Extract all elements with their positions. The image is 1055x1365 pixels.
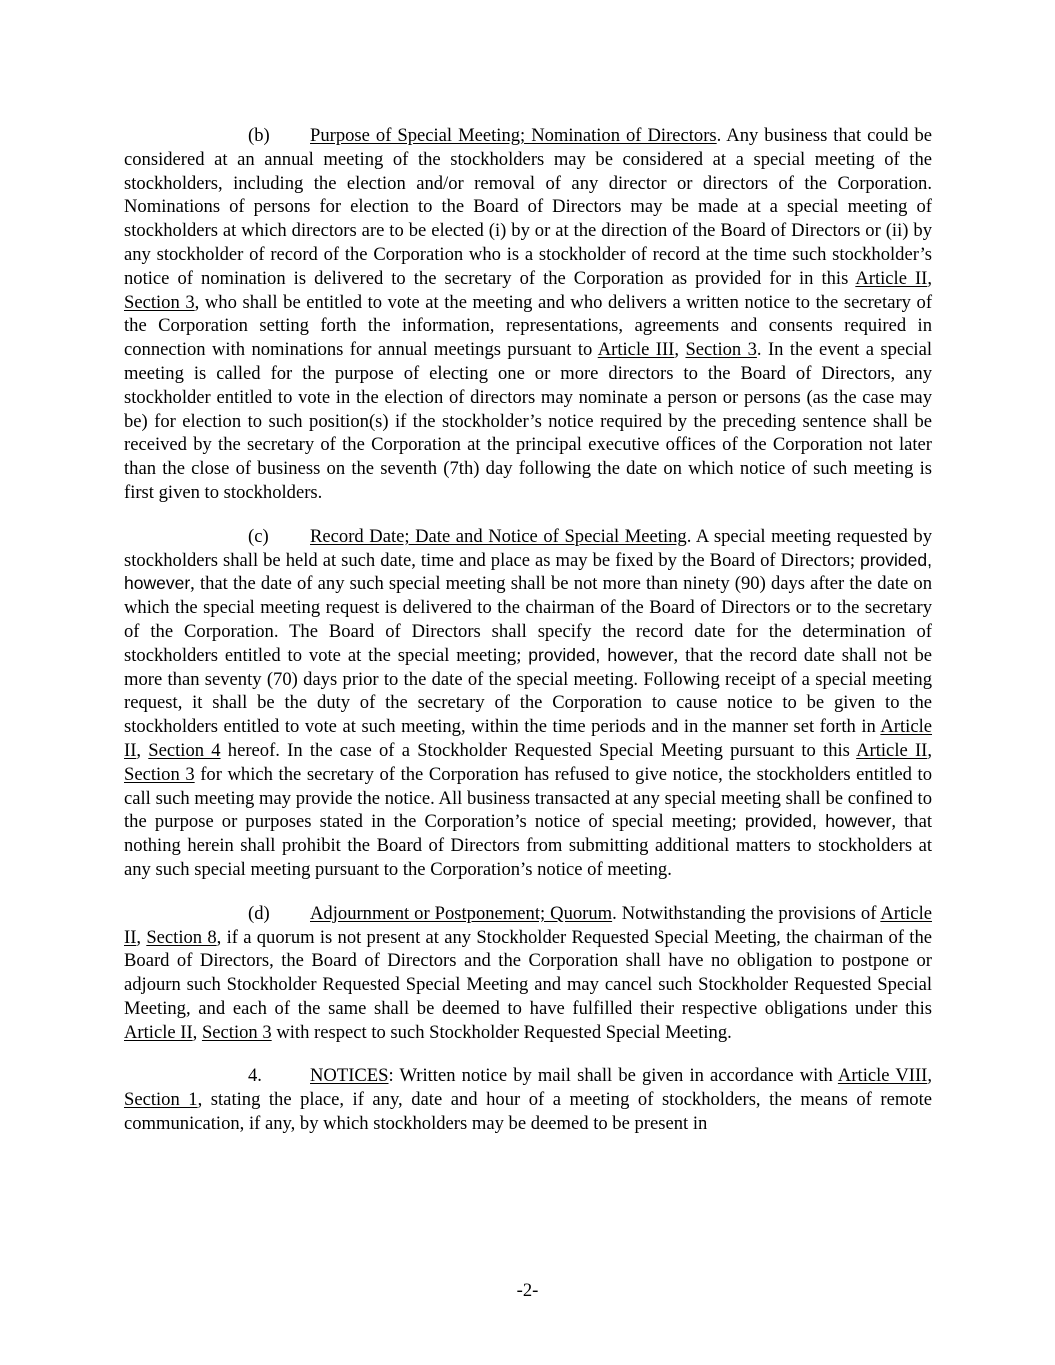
cross-reference: Section 4 xyxy=(148,739,221,761)
proviso-term: provided, however xyxy=(744,811,892,832)
separator: , xyxy=(136,739,149,761)
body-text: . In the event a special meeting is called for the purpose of electing one or more directors to the Board of Directors, any stockholder entitled to vote in the election of directors may nominate a person or persons (as the case may be) for election to such position(s) if the stockholder’s notice required by the preceding sentence shall be received by the secretary of the Corporation at the principal executive offices of the Corporation not later than the close of business on the seventh (7th) day following the date on which notice of such meeting is first given to stockholders. xyxy=(124,339,932,503)
cross-reference: Section 3 xyxy=(685,339,757,361)
page-number: -2- xyxy=(516,1280,539,1301)
body-text: . A special meeting requested by stockholders shall be held at such date, time and place as may be fixed by the Board of Directors; xyxy=(124,525,932,571)
cross-reference: Section 3 xyxy=(124,291,195,313)
cross-reference: Article II xyxy=(855,267,928,289)
paragraph-marker: (c) xyxy=(248,525,269,547)
body-text: . Any business that could be considered at an annual meeting of the stockholders may be considered at a special meeting of the stockholders, including the election and/or removal of any director or directors of the Corporation. Nominations of persons for election to the Board of Directors may be made at a special meeting of stockholders at which directors are to be elected (i) by or at the direction of the Board of Directors or (ii) by any stockholder of record of the Corporation who is a stockholder of record at the time such stockholder’s notice of nomination is delivered to the secretary of the Corporation as provided for in this xyxy=(124,125,932,289)
body-text: , who shall be entitled to vote at the meeting and who delivers a written notice to the secretary of the Corporation setting forth the information, representations, agreements and consents required in connection with nominations for annual meetings pursuant to xyxy=(124,291,933,361)
body-text: for which the secretary of the Corporation has refused to give notice, the stockholders entitled to call such meeting may provide the notice. All business transacted at any special meeting shall be confined to the purpose or purposes stated in the Corporation’s notice of special meeting; xyxy=(124,763,932,833)
body-text: , that the date of any such special meeting shall be not more than ninety (90) days after the date on which the special meeting request is delivered to the chairman of the Board of Directors or to the secretary of the Corporation. The Board of Directors shall specify the record date for the determination of stockholders entitled to vote at the special meeting; xyxy=(124,573,932,666)
body-text: : Written notice by mail shall be given in accordance with xyxy=(388,1065,838,1087)
cross-reference: Article VIII xyxy=(837,1065,928,1087)
paragraph-marker: (b) xyxy=(248,125,270,146)
proviso-term: provided, however xyxy=(528,644,674,665)
separator: , xyxy=(674,339,686,361)
separator: , xyxy=(927,267,933,289)
separator: , xyxy=(927,739,932,761)
cross-reference: Article III xyxy=(597,339,675,361)
paragraph-d xyxy=(124,902,932,1045)
body-text: hereof. In the case of a Stockholder Requested Special Meeting pursuant to this xyxy=(220,739,857,761)
cross-reference: Article II xyxy=(124,716,932,761)
cross-reference: Section 3 xyxy=(124,763,195,785)
body-text: . Notwithstanding the provisions of xyxy=(612,902,881,924)
cross-reference: Article II xyxy=(124,1021,193,1043)
separator: , xyxy=(136,926,147,948)
body-text: with respect to such Stockholder Requested Special Meeting. xyxy=(271,1021,732,1043)
cross-reference: Section 8 xyxy=(146,926,217,948)
paragraph-heading: Adjournment or Postponement; Quorum xyxy=(310,902,613,924)
paragraph-b xyxy=(124,124,932,505)
cross-reference: Section 1 xyxy=(124,1089,198,1111)
cross-reference: Article II xyxy=(856,739,928,761)
section-4-notices xyxy=(124,1064,932,1135)
separator: , xyxy=(927,1065,932,1087)
paragraph-marker: (d) xyxy=(248,902,270,924)
paragraph-heading: Purpose of Special Meeting; Nomination of Directors xyxy=(310,125,717,146)
body-text: , that the record date shall not be more than seventy (70) days prior to the date of the special meeting. Following receipt of a special meeting request, it shall be the duty of the secretary of the Corporation to cause notice to be given to the stockholders entitled to vote at such meeting, within the time periods and in the manner set forth in xyxy=(124,644,933,738)
body-text: , stating the place, if any, date and hour of a meeting of stockholders, the means of remote communication, if any, by which stockholders may be deemed to be present in xyxy=(124,1089,933,1135)
cross-reference: Article II xyxy=(124,902,932,948)
separator: , xyxy=(192,1021,202,1043)
document-page xyxy=(124,124,932,1156)
section-marker: 4. xyxy=(248,1065,262,1087)
body-text: , that nothing herein shall prohibit the Board of Directors from submitting additional matters to stockholders at any such special meeting pursuant to the Corporation’s notice of meeting. xyxy=(124,811,932,880)
paragraph-heading: Record Date; Date and Notice of Special Meeting xyxy=(310,525,687,547)
paragraph-c xyxy=(124,525,932,882)
proviso-term: provided, however xyxy=(124,549,932,594)
cross-reference: Section 3 xyxy=(201,1021,272,1043)
section-heading: NOTICES xyxy=(310,1065,389,1087)
body-text: , if a quorum is not present at any Stockholder Requested Special Meeting, the chairman of the Board of Directors, the Board of Directors and the Corporation shall have no obligation to postpone or adjourn such Stockholder Requested Special Meeting and may cancel such Stockholder Requested Special Meeting, and each of the same shall be deemed to have fulfilled their respective obligations under this xyxy=(124,926,932,1019)
